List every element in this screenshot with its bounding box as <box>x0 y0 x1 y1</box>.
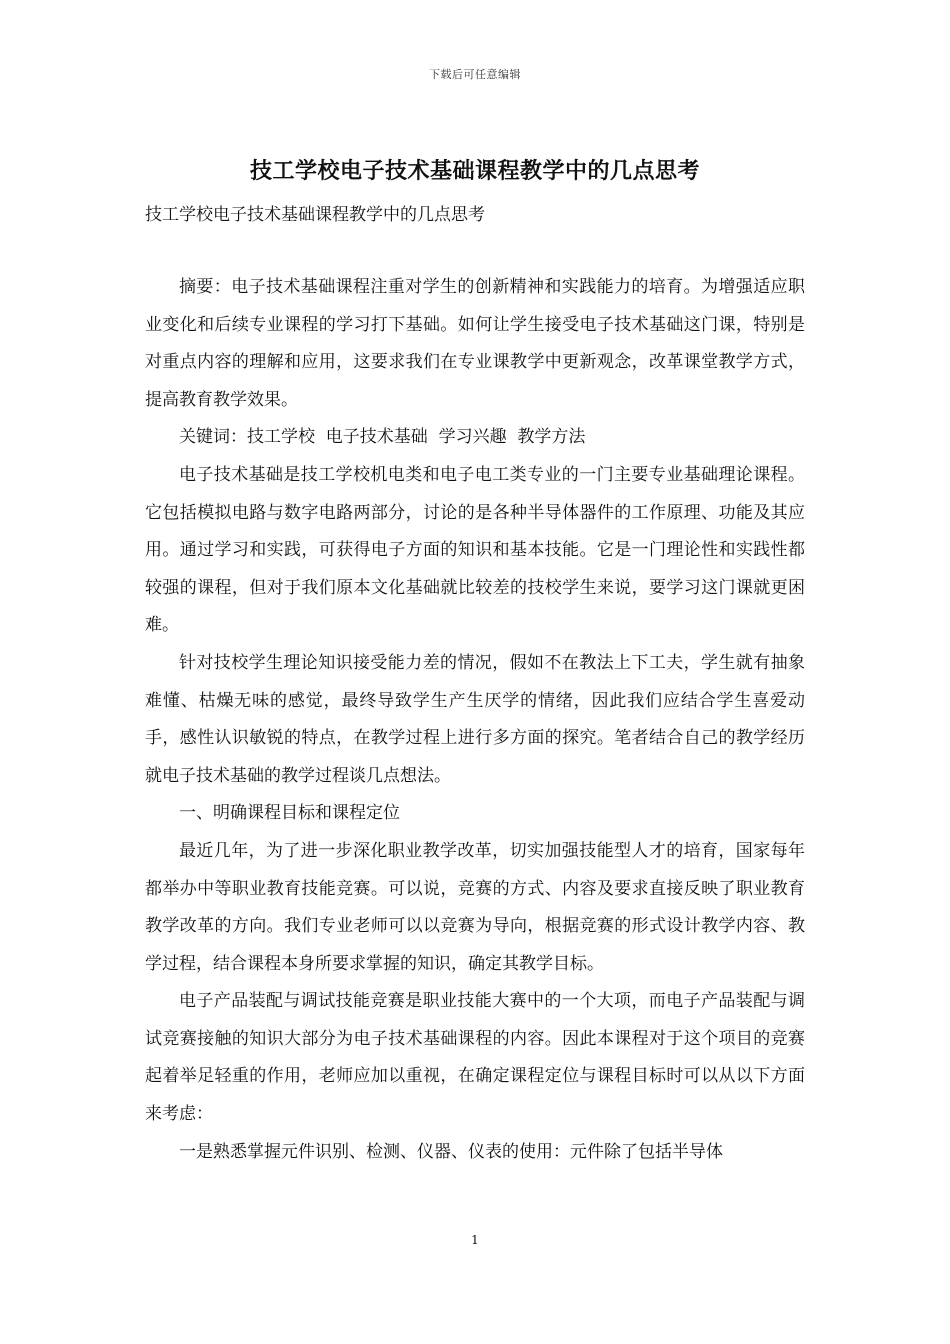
body-text <box>145 269 805 1171</box>
body-paragraph: 最近几年，为了进一步深化职业教学改革，切实加强技能型人才的培育，国家每年都举办中等职业教育技能竞赛。可以说，竞赛的方式、内容及要求直接反映了职业教育教学改革的方向。我们专业老师可以以竞赛为导向，根据竞赛的形式设计教学内容、教学过程，结合课程本身所要求掌握的知识，确定其教学目标。 <box>145 840 805 974</box>
body-paragraph: 针对技校学生理论知识接受能力差的情况，假如不在教法上下工夫，学生就有抽象难懂、枯燥无味的感觉，最终导致学生产生厌学的情绪，因此我们应结合学生喜爱动手，感性认识敏锐的特点，在教学过程上进行多方面的探究。笔者结合自己的教学经历就电子技术基础的教学过程谈几点想法。 <box>145 652 805 786</box>
page-number: 1 <box>471 1233 479 1247</box>
header-note: 下载后可任意编辑 <box>429 68 521 81</box>
document-subtitle: 技工学校电子技术基础课程教学中的几点思考 <box>145 205 485 225</box>
document-title: 技工学校电子技术基础课程教学中的几点思考 <box>249 158 700 184</box>
keywords-paragraph: 关键词：技工学校 电子技术基础 学习兴趣 教学方法 <box>179 427 586 448</box>
body-paragraph: 电子技术基础是技工学校机电类和电子电工类专业的一门主要专业基础理论课程。它包括模拟电路与数字电路两部分，讨论的是各种半导体器件的工作原理、功能及其应用。通过学习和实践，可获得电子方面的知识和基本技能。它是一门理论性和实践性都较强的课程，但对于我们原本文化基础就比较差的技校学生来说，要学习这门课就更困难。 <box>145 464 805 636</box>
abstract-paragraph: 摘要：电子技术基础课程注重对学生的创新精神和实践能力的培育。为增强适应职业变化和后续专业课程的学习打下基础。如何让学生接受电子技术基础这门课，特别是对重点内容的理解和应用，这要求我们在专业课教学中更新观念，改革课堂教学方式，提高教育教学效果。 <box>145 277 805 410</box>
body-paragraph: 电子产品装配与调试技能竞赛是职业技能大赛中的一个大项，而电子产品装配与调试竞赛接触的知识大部分为电子技术基础课程的内容。因此本课程对于这个项目的竞赛起着举足轻重的作用，老师应加以重视，在确定课程定位与课程目标时可以从以下方面来考虑： <box>145 991 805 1125</box>
section-heading: 一、明确课程目标和课程定位 <box>179 803 400 824</box>
body-paragraph: 一是熟悉掌握元件识别、检测、仪器、仪表的使用：元件除了包括半导体 <box>179 1141 723 1162</box>
